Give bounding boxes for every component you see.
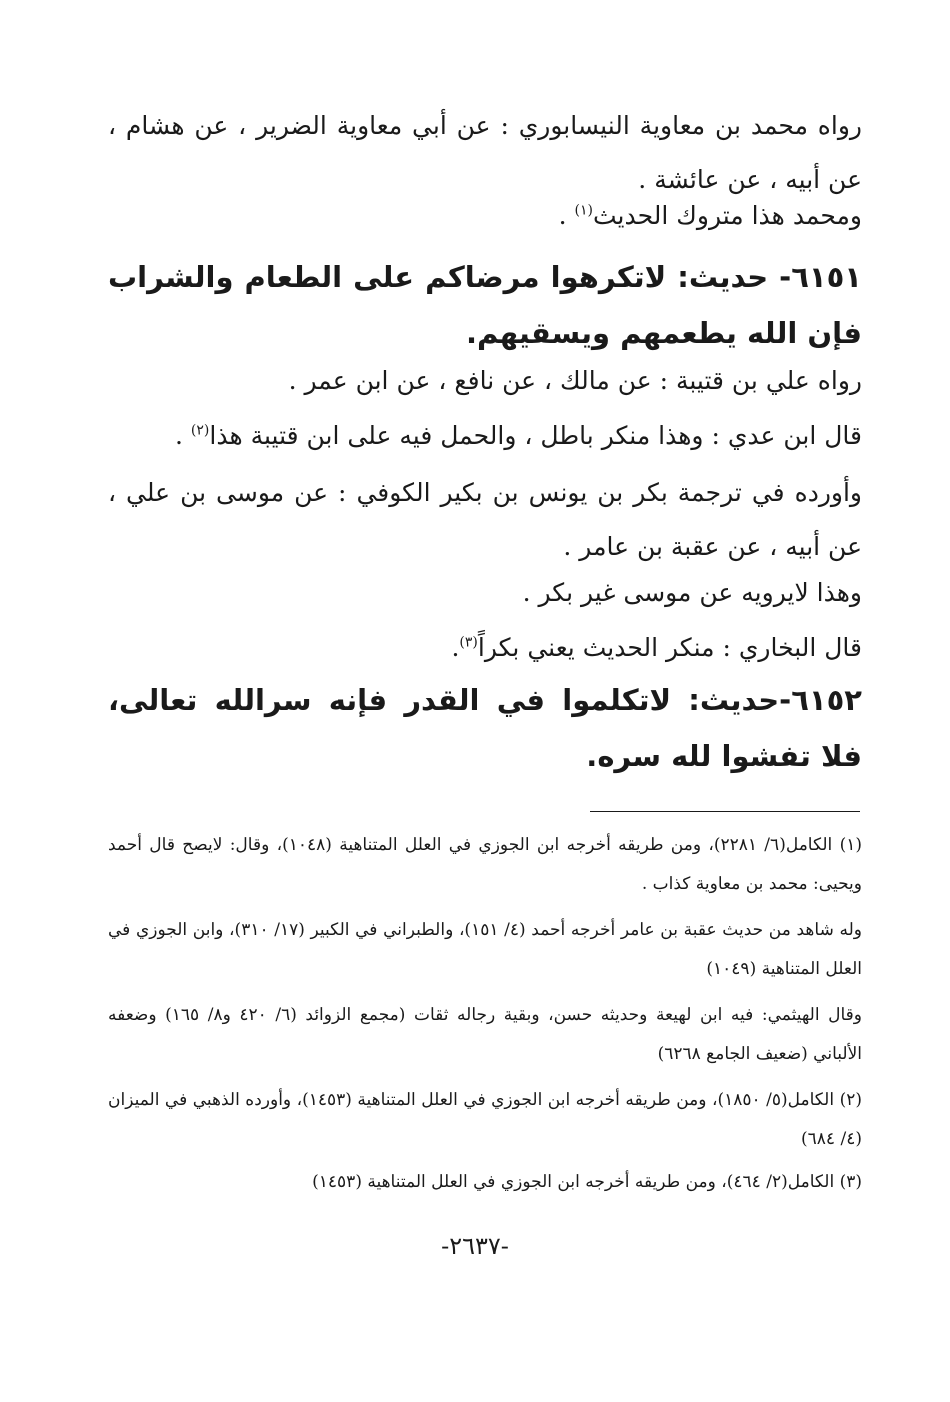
- footnote-1: (١) الكامل(٦/ ٢٢٨١)، ومن طريقه أخرجه ابن الجوزي في العلل المتناهية (١٠٤٨)، وقال: لايصح قال أحمد ويحيى: محمد بن معاوية كذاب .: [108, 835, 862, 894]
- footnote-1-haythami: وقال الهيثمي: فيه ابن لهيعة وحديثه حسن، وبقية رجاله ثقات (مجمع الزوائد (٦/ ٤٢٠ و٨/ ١٦٥) وضعفه الألباني (ضعيف الجامع ٦٢٦٨): [108, 1005, 862, 1064]
- paragraph-awradahu: وأورده في ترجمة بكر بن يونس بن بكير الكوفي : عن موسى بن علي ، عن أبيه ، عن عقبة بن عامر .: [108, 478, 862, 561]
- page-number: -٢٦٣٧-: [441, 1232, 509, 1260]
- paragraph-la-yarwihi: وهذا لايرويه عن موسى غير بكر .: [522, 578, 862, 607]
- footnote-3: (٣) الكامل(٢/ ٤٦٤)، ومن طريقه أخرجه ابن الجوزي في العلل المتناهية (١٤٥٣): [312, 1172, 862, 1192]
- footnote-2: (٢) الكامل(٥/ ١٨٥٠)، ومن طريقه أخرجه ابن الجوزي في العلل المتناهية (١٤٥٣)، وأورده الذهبي في الميزان (٤/ ٦٨٤): [108, 1090, 862, 1149]
- hadith-heading-6151: ٦١٥١- حديث: لاتكرهوا مرضاكم على الطعام والشراب فإن الله يطعمهم ويسقيهم.: [108, 260, 862, 350]
- hadith-heading-6152: ٦١٥٢-حديث: لاتكلموا في القدر فإنه سرالله تعالى، فلا تفشوا لله سره.: [108, 683, 862, 773]
- paragraph-narration-2: رواه علي بن قتيبة : عن مالك ، عن نافع ، عن ابن عمر .: [288, 366, 862, 395]
- footnote-1-shahid: وله شاهد من حديث عقبة بن عامر أخرجه أحمد (٤/ ١٥١)، والطبراني في الكبير (١٧/ ٣١٠)، وابن الجوزي في العلل المتناهية (١٠٤٩): [108, 920, 862, 979]
- paragraph-ibn-adi: قال ابن عدي : وهذا منكر باطل ، والحمل فيه على ابن قتيبة هذا$^{(٢)}$ .: [175, 421, 862, 450]
- footnote-separator: [590, 811, 860, 812]
- paragraph-bukhari: قال البخاري : منكر الحديث يعني بكراً$^{(٣)}$.: [451, 633, 862, 662]
- footnote-ref-3[interactable]: (٣): [459, 634, 478, 651]
- footnote-ref-2[interactable]: (٢): [190, 422, 210, 439]
- footnote-ref-1[interactable]: (١): [574, 202, 593, 219]
- paragraph-narration-1: رواه محمد بن معاوية النيسابوري : عن أبي معاوية الضرير ، عن هشام ، عن أبيه ، عن عائشة .: [108, 111, 862, 194]
- paragraph-matrook: ومحمد هذا متروك الحديث$^{(١)}$ .: [558, 201, 862, 230]
